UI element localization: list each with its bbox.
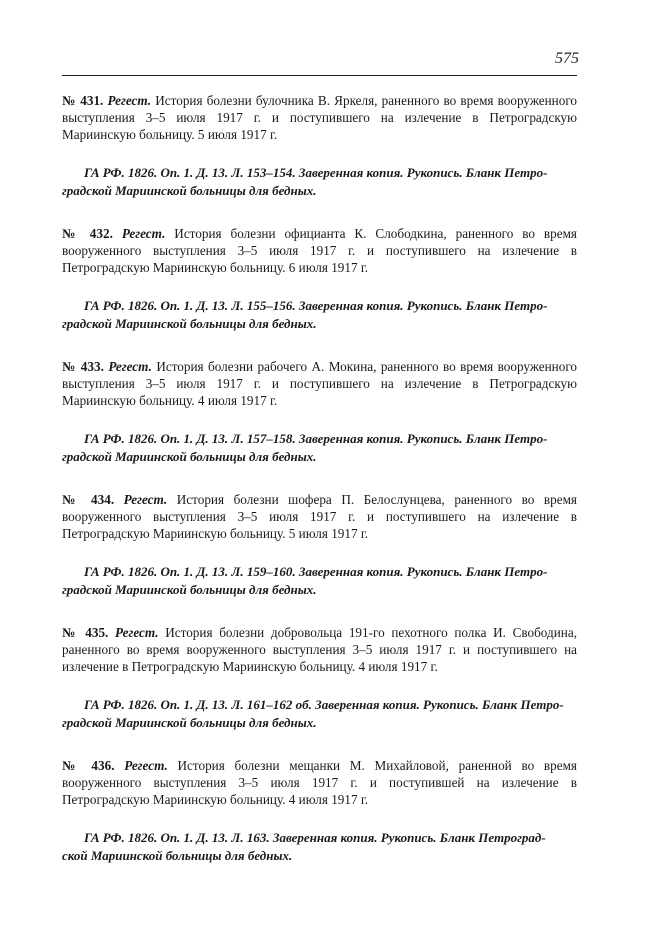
regest-label: Регест.	[124, 758, 168, 773]
document-number: № 431.	[62, 93, 104, 108]
regest-label: Регест.	[123, 492, 168, 507]
entry-435	[62, 624, 577, 757]
archival-source	[62, 430, 577, 466]
archival-source	[62, 563, 577, 599]
entry-433	[62, 358, 577, 491]
entry-431	[62, 92, 577, 225]
regest-text: История болезни булочника В. Яркеля, раненного во время вооруженного выступления 3–5 июля 1917 г. и поступившего на излечение в Петроградскую Мариинскую больницу. 5 июля 1917 г.	[62, 93, 577, 142]
regest-label: Регест.	[108, 359, 152, 374]
entries-list	[62, 92, 577, 890]
regest-paragraph	[62, 92, 577, 143]
entry-436	[62, 757, 577, 890]
source-line-2: градской Мариинской больницы для бедных.	[62, 183, 317, 198]
regest-text: История болезни добровольца 191-го пехотного полка И. Свободина, раненного во время вооруженного выступления 3–5 июля 1917 г. и поступившего на излечение в Петроградскую Мариинскую больницу. 4 июля 1917 г.	[62, 625, 577, 674]
source-line-1: ГА РФ. 1826. Оп. 1. Д. 13. Л. 159–160. Заверенная копия. Рукопись. Бланк Петро-	[84, 564, 548, 579]
regest-text: История болезни шофера П. Белослунцева, раненного во время вооруженного выступления 3–5 июля 1917 г. и поступившего на излечение в Петроградскую Мариинскую больницу. 5 июля 1917 г.	[62, 492, 577, 541]
regest-text: История болезни рабочего А. Мокина, раненного во время вооруженного выступления 3–5 июля 1917 г. и поступившего на излечение в Петроградскую Мариинскую больницу. 4 июля 1917 г.	[62, 359, 577, 408]
source-line-1: ГА РФ. 1826. Оп. 1. Д. 13. Л. 153–154. Заверенная копия. Рукопись. Бланк Петро-	[84, 165, 548, 180]
source-line-2: градской Мариинской больницы для бедных.	[62, 715, 317, 730]
source-line-2: градской Мариинской больницы для бедных.	[62, 582, 317, 597]
regest-label: Регест.	[115, 625, 159, 640]
archival-source	[62, 164, 577, 200]
source-line-1: ГА РФ. 1826. Оп. 1. Д. 13. Л. 157–158. Заверенная копия. Рукопись. Бланк Петро-	[84, 431, 548, 446]
document-number: № 433.	[62, 359, 104, 374]
regest-paragraph	[62, 624, 577, 675]
source-line-2: градской Мариинской больницы для бедных.	[62, 449, 317, 464]
archival-source	[62, 829, 577, 865]
source-line-1: ГА РФ. 1826. Оп. 1. Д. 13. Л. 161–162 об. Заверенная копия. Рукопись. Бланк Петро-	[84, 697, 564, 712]
regest-paragraph	[62, 358, 577, 409]
page-number: 575	[555, 50, 579, 67]
regest-text: История болезни официанта К. Слободкина, раненного во время вооруженного выступления 3–5 июля 1917 г. и поступившего на излечение в Петроградскую Мариинскую больницу. 6 июля 1917 г.	[62, 226, 577, 275]
source-line-1: ГА РФ. 1826. Оп. 1. Д. 13. Л. 155–156. Заверенная копия. Рукопись. Бланк Петро-	[84, 298, 548, 313]
document-number: № 434.	[62, 492, 115, 507]
entry-432	[62, 225, 577, 358]
source-line-2: ской Мариинской больницы для бедных.	[62, 848, 293, 863]
regest-paragraph	[62, 225, 577, 276]
regest-text: История болезни мещанки М. Михайловой, раненной во время вооруженного выступления 3–5 июля 1917 г. и поступившей на излечение в Петроградскую Мариинскую больницу. 4 июля 1917 г.	[62, 758, 578, 807]
regest-label: Регест.	[121, 226, 166, 241]
source-line-1: ГА РФ. 1826. Оп. 1. Д. 13. Л. 163. Заверенная копия. Рукопись. Бланк Петроград-	[84, 830, 546, 845]
archival-source	[62, 297, 577, 333]
document-number: № 435.	[62, 625, 109, 640]
source-line-2: градской Мариинской больницы для бедных.	[62, 316, 317, 331]
document-number: № 432.	[62, 226, 113, 241]
regest-paragraph	[62, 491, 577, 542]
header-rule	[62, 75, 577, 76]
regest-label: Регест.	[107, 93, 152, 108]
archival-source	[62, 696, 577, 732]
document-number: № 436.	[62, 758, 115, 773]
entry-434	[62, 491, 577, 624]
regest-paragraph	[62, 757, 577, 808]
